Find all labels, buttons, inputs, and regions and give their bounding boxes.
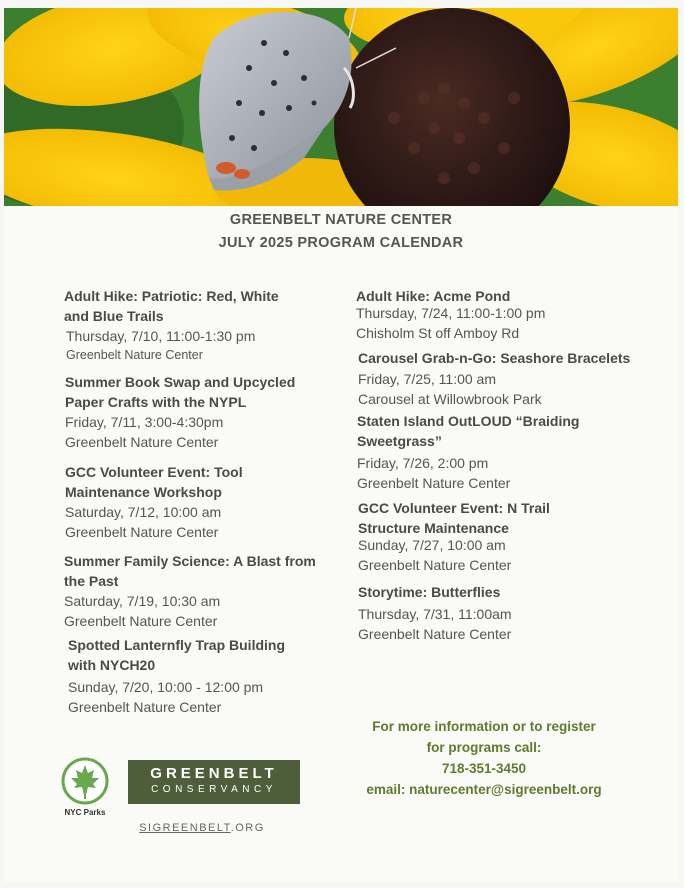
event-datetime: Sunday, 7/20, 10:00 - 12:00 pm <box>68 679 264 695</box>
event-datetime: Thursday, 7/24, 11:00-1:00 pm <box>356 305 546 321</box>
flyer-page <box>4 8 678 882</box>
conservancy-line-1: GREENBELT <box>150 765 278 782</box>
phone-number: 718-351-3450 <box>441 761 527 776</box>
title-line-1: GREENBELT NATURE CENTER <box>229 212 453 228</box>
contact-line-2: for programs call: <box>426 740 542 755</box>
event-title: Storytime: Butterflies <box>358 584 501 600</box>
website-link[interactable] <box>122 822 282 834</box>
event-location: Greenbelt Nature Center <box>64 613 218 629</box>
event-datetime: Thursday, 7/10, 11:00-1:30 pm <box>66 328 256 344</box>
event-location: Greenbelt Nature Center <box>358 557 512 573</box>
event-location: Greenbelt Nature Center <box>68 699 222 715</box>
contact-info <box>354 716 614 800</box>
event-title: and Blue Trails <box>64 308 164 324</box>
event-datetime: Thursday, 7/31, 11:00am <box>358 606 512 622</box>
title-line-2: JULY 2025 PROGRAM CALENDAR <box>218 235 464 251</box>
event-location: Greenbelt Nature Center <box>65 524 219 540</box>
event-datetime: Friday, 7/25, 11:00 am <box>358 371 496 387</box>
event-location: Chisholm St off Amboy Rd <box>356 325 520 341</box>
nyc-parks-logo <box>60 757 120 819</box>
event-location: Greenbelt Nature Center <box>357 475 511 491</box>
greenbelt-conservancy-logo <box>128 760 300 804</box>
contact-email[interactable]: email: naturecenter@sigreenbelt.org <box>366 782 602 797</box>
event-title: the Past <box>64 573 119 589</box>
event-item <box>358 582 658 644</box>
event-title: GCC Volunteer Event: N Trail <box>358 500 550 516</box>
event-item <box>65 372 325 452</box>
event-title: GCC Volunteer Event: Tool <box>65 464 243 480</box>
event-title: Staten Island OutLOUD “Braiding <box>357 413 580 429</box>
event-title: Paper Crafts with the NYPL <box>65 394 247 410</box>
event-datetime: Sunday, 7/27, 10:00 am <box>358 537 506 553</box>
parks-label: NYC Parks <box>64 808 106 817</box>
event-title: Spotted Lanternfly Trap Building <box>68 637 285 653</box>
event-title: Summer Book Swap and Upcycled <box>65 374 296 390</box>
event-item <box>357 411 657 493</box>
event-item <box>64 551 334 631</box>
event-item <box>68 635 328 717</box>
event-title: Adult Hike: Acme Pond <box>356 288 511 304</box>
event-datetime: Saturday, 7/19, 10:30 am <box>64 593 221 609</box>
website-domain[interactable]: SIGREENBELT <box>139 822 231 834</box>
event-item <box>65 462 325 542</box>
event-title: Sweetgrass” <box>357 433 442 449</box>
event-title: Structure Maintenance <box>358 520 509 536</box>
event-title: Carousel Grab-n-Go: Seashore Bracelets <box>358 350 631 366</box>
event-title: Adult Hike: Patriotic: Red, White <box>64 288 279 304</box>
contact-line-1: For more information or to register <box>372 719 596 734</box>
event-datetime: Friday, 7/11, 3:00-4:30pm <box>65 414 224 430</box>
butterfly-flower-photo <box>4 8 678 206</box>
event-item <box>356 286 656 343</box>
event-title: with NYCH20 <box>68 657 156 673</box>
website-tld[interactable]: .ORG <box>230 822 265 834</box>
event-datetime: Friday, 7/26, 2:00 pm <box>357 455 489 471</box>
event-title: Summer Family Science: A Blast from <box>64 553 316 569</box>
event-location: Greenbelt Nature Center <box>66 348 203 362</box>
event-item <box>64 286 324 364</box>
event-item <box>358 348 658 409</box>
event-item <box>358 498 658 575</box>
event-title: Maintenance Workshop <box>65 484 222 500</box>
event-location: Greenbelt Nature Center <box>65 434 219 450</box>
maple-leaf-icon <box>60 757 120 819</box>
event-location: Carousel at Willowbrook Park <box>358 391 542 407</box>
event-location: Greenbelt Nature Center <box>358 626 512 642</box>
event-datetime: Saturday, 7/12, 10:00 am <box>65 504 222 520</box>
conservancy-line-2: CONSERVANCY <box>151 784 277 795</box>
